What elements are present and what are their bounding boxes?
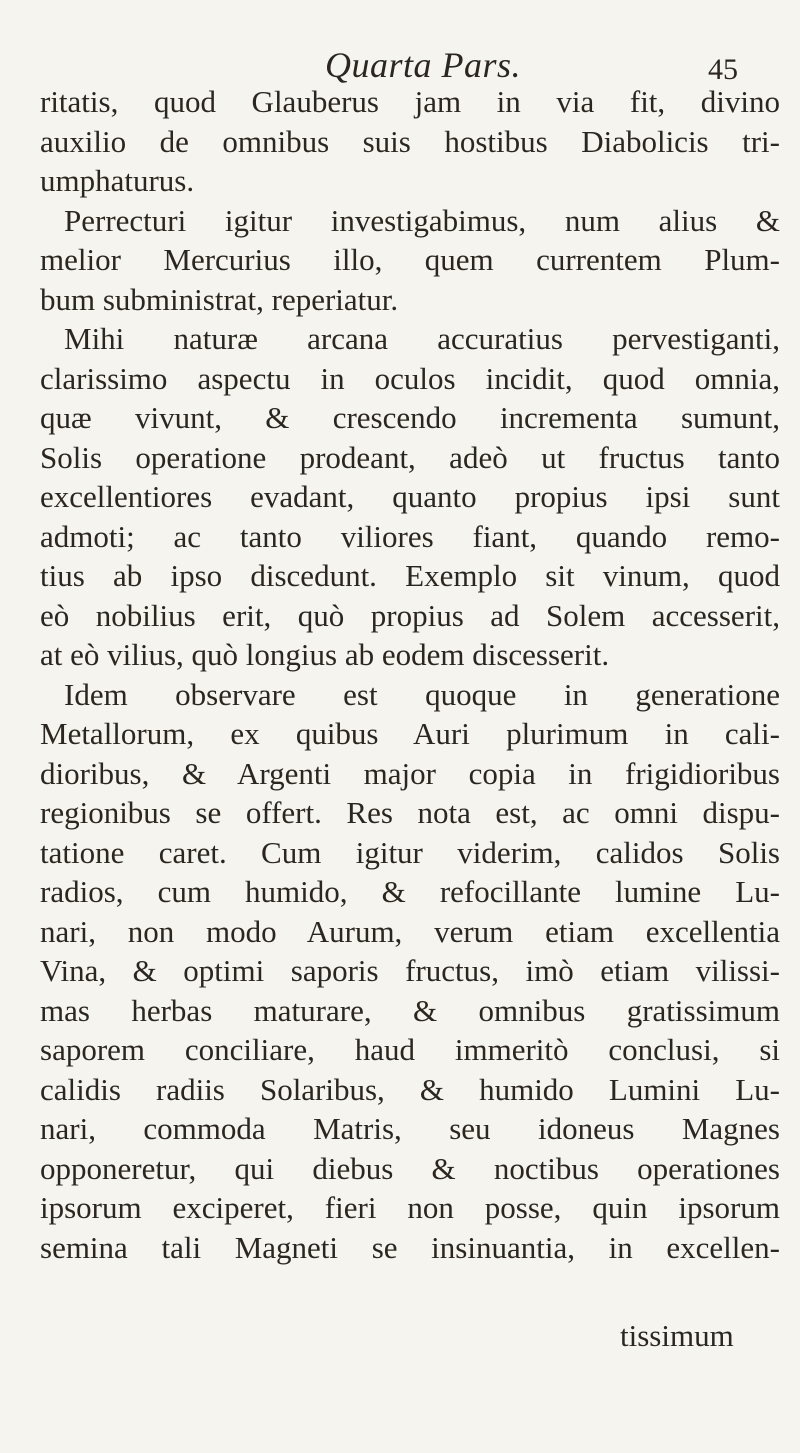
text-line: eò nobilius erit, quò propius ad Solem accesserit, bbox=[40, 597, 780, 633]
text-line: umphaturus. bbox=[40, 163, 195, 198]
page-number: 45 bbox=[708, 53, 738, 86]
text-line: ipsorum exciperet, fieri non posse, quin ipsorum bbox=[40, 1190, 780, 1225]
text-line: nari, commoda Matris, seu idoneus Magnes bbox=[40, 1111, 780, 1146]
text-line: semina tali Magneti se insinuantia, in excellen- bbox=[40, 1229, 780, 1265]
text-line: tius ab ipso discedunt. Exemplo sit vinum, quod bbox=[40, 558, 780, 593]
text-line: calidis radiis Solaribus, & humido Lumini Lu- bbox=[40, 1071, 780, 1107]
text-line: dioribus, & Argenti major copia in frigidioribus bbox=[40, 755, 780, 791]
text-line: regionibus se offert. Res nota est, ac omni dispu- bbox=[40, 795, 780, 830]
text-line: quæ vivunt, & crescendo incrementa sumunt, bbox=[40, 400, 780, 435]
text-line: opponeretur, qui diebus & noctibus operationes bbox=[40, 1150, 780, 1186]
text-line: excellentiores evadant, quanto propius ipsi sunt bbox=[40, 479, 780, 514]
text-line: saporem conciliare, haud immeritò conclusi, si bbox=[40, 1032, 780, 1067]
catchword: tissimum bbox=[620, 1318, 734, 1353]
text-line: ritatis, quod Glauberus jam in via fit, divino bbox=[40, 84, 780, 119]
text-line: radios, cum humido, & refocillante lumine Lu- bbox=[40, 874, 780, 909]
text-line: tatione caret. Cum igitur viderim, calidos Solis bbox=[40, 834, 780, 870]
running-title: Quarta Pars. bbox=[325, 45, 522, 85]
text-line: Idem observare est quoque in generatione bbox=[64, 676, 780, 712]
text-line: clarissimo aspectu in oculos incidit, quod omnia, bbox=[40, 360, 780, 396]
text-line: Mihi naturæ arcana accuratius pervestiganti, bbox=[64, 321, 780, 356]
text-line: Solis operatione prodeant, adeò ut fructus tanto bbox=[40, 439, 780, 475]
text-line: nari, non modo Aurum, verum etiam excellentia bbox=[40, 913, 780, 949]
text-line: bum subministrat, reperiatur. bbox=[40, 281, 399, 317]
text-line: Vina, & optimi saporis fructus, imò etiam vilissi- bbox=[40, 953, 780, 988]
text-line: Perrecturi igitur investigabimus, num alius & bbox=[64, 202, 780, 238]
text-line: admoti; ac tanto viliores fiant, quando remo- bbox=[40, 518, 780, 554]
text-line: Metallorum, ex quibus Auri plurimum in cali- bbox=[40, 716, 780, 751]
text-line: mas herbas maturare, & omnibus gratissimum bbox=[40, 992, 780, 1028]
body-text bbox=[40, 82, 780, 1267]
text-line: at eò vilius, quò longius ab eodem discesserit. bbox=[40, 637, 610, 672]
text-line: auxilio de omnibus suis hostibus Diabolicis tri- bbox=[40, 123, 780, 159]
text-line: melior Mercurius illo, quem currentem Plum- bbox=[40, 242, 780, 277]
